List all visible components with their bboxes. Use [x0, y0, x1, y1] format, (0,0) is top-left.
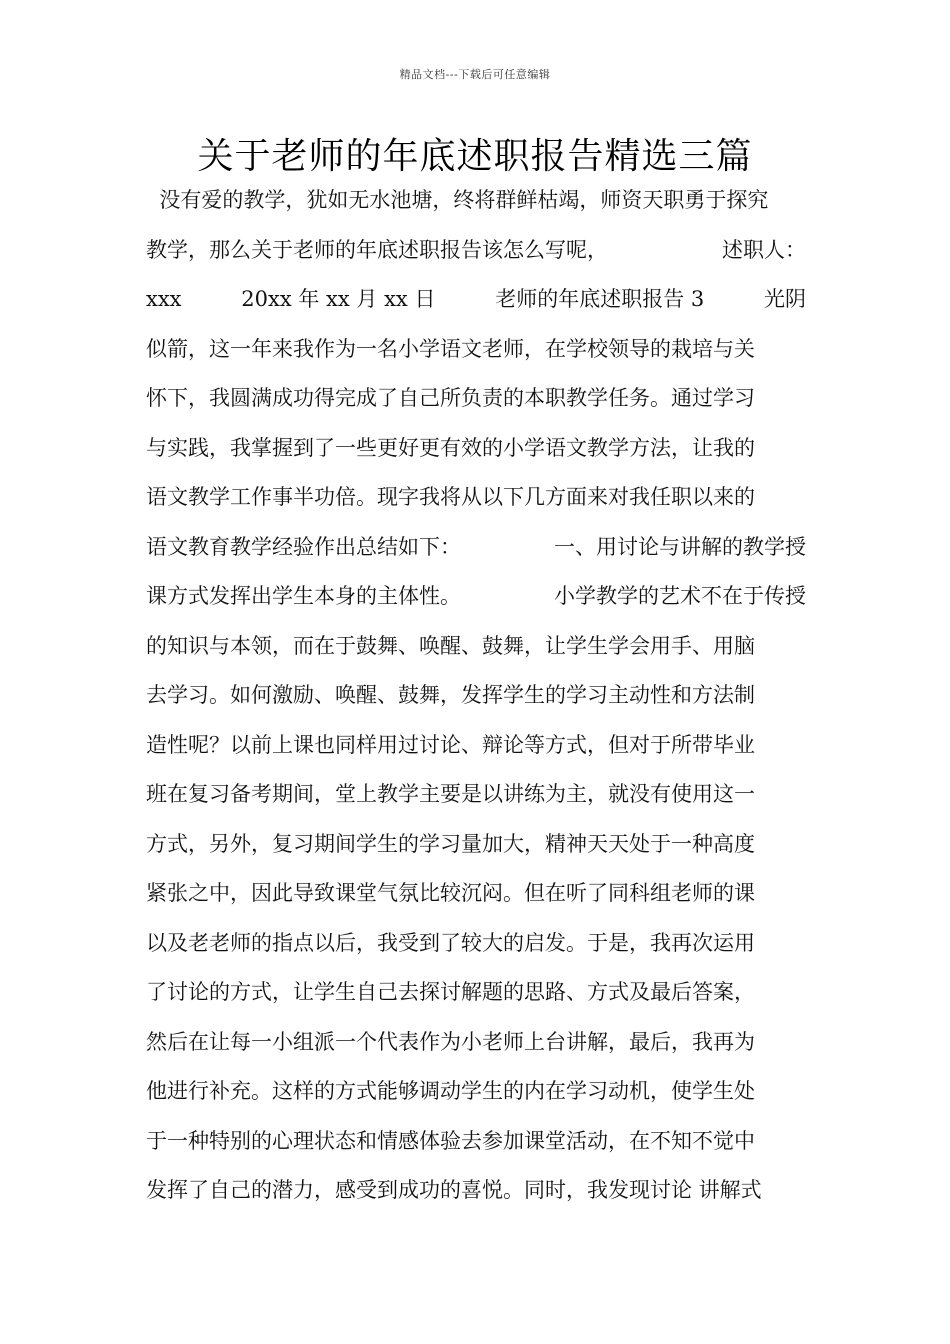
body-line [146, 1022, 806, 1072]
body-line-segment: 怀下，我圆满成功得完成了自己所负责的本职教学任务。通过学习 [146, 386, 755, 410]
body-line-segment: 述职人： [722, 237, 806, 262]
body-line [146, 626, 806, 676]
body-line-segment: 光阴 [764, 287, 806, 311]
body-line-segment: 课方式发挥出学生本身的主体性。 [146, 584, 461, 608]
body-line-segment: 语文教学工作事半功倍。现字我将从以下几方面来对我任职以来的 [146, 485, 755, 509]
body-line [146, 675, 806, 725]
body-line-segment: 了讨论的方式，让学生自己去探讨解题的思路、方式及最后答案， [146, 980, 755, 1004]
body-line-segment: 没有爱的教学，犹如无水池塘，终将群鲜枯竭，师资天职勇于探究 [146, 188, 769, 212]
body-text [146, 180, 806, 1220]
body-line [146, 378, 806, 428]
body-line-segment: 小学教学的艺术不在于传授 [554, 584, 806, 608]
body-line [146, 1071, 806, 1121]
body-line [146, 972, 806, 1022]
body-line-segment: 于一种特别的心理状态和情感体验去参加课堂活动，在不知不觉中 [146, 1128, 755, 1153]
body-line [146, 428, 806, 478]
body-line [146, 1170, 806, 1220]
body-line-segment: 教学，那么关于老师的年底述职报告该怎么写呢， [146, 237, 608, 262]
body-line [146, 1121, 806, 1171]
document-title: 关于老师的年底述职报告精选三篇 [197, 136, 753, 177]
body-line-segment: 似箭，这一年来我作为一名小学语文老师，在学校领导的栽培与关 [146, 336, 755, 361]
body-line-segment: 发挥了自己的潜力，感受到成功的喜悦。同时，我发现讨论 讲解式 [146, 1178, 762, 1202]
body-line-segment: 紧张之中，因此导致课堂气氛比较沉闷。但在听了同科组老师的课 [146, 881, 755, 905]
body-line-segment: 与实践，我掌握到了一些更好更有效的小学语文教学方法，让我的 [146, 435, 755, 460]
body-line-segment: 班在复习备考期间，堂上教学主要是以讲练为主，就没有使用这一 [146, 782, 755, 806]
body-line-segment: xxx [146, 287, 182, 311]
body-line-segment: 他进行补充。这样的方式能够调动学生的内在学习动机，使学生处 [146, 1079, 755, 1103]
body-line [146, 774, 806, 824]
body-line-segment: 的知识与本领，而在于鼓舞、唤醒、鼓舞，让学生学会用手、用脑 [146, 633, 755, 658]
body-line [146, 527, 806, 577]
body-line-segment: 语文教育教学经验作出总结如下： [146, 534, 461, 559]
body-line [146, 279, 806, 329]
body-line-segment: 然后在让每一小组派一个代表作为小老师上台讲解，最后，我再为 [146, 1029, 755, 1054]
body-line [146, 576, 806, 626]
body-line [146, 180, 806, 230]
body-line-segment: 老师的年底述职报告 3 [495, 287, 705, 311]
body-line-segment: 以及老老师的指点以后，我受到了较大的启发。于是，我再次运用 [146, 930, 755, 955]
body-line [146, 873, 806, 923]
body-line-segment: 造性呢？以前上课也同样用过讨论、辩论等方式，但对于所带毕业 [146, 732, 755, 757]
body-line [146, 230, 806, 280]
header-note: 精品文档---下载后可任意编辑 [399, 68, 551, 81]
body-line-segment: 20xx 年 xx 月 xx 日 [241, 287, 436, 311]
body-line-segment: 去学习。如何激励、唤醒、鼓舞，发挥学生的学习主动性和方法制 [146, 683, 755, 707]
body-line-segment: 方式，另外，复习期间学生的学习量加大，精神天天处于一种高度 [146, 831, 755, 856]
body-line [146, 477, 806, 527]
body-line [146, 923, 806, 973]
body-line [146, 329, 806, 379]
body-line [146, 725, 806, 775]
body-line [146, 824, 806, 874]
body-line-segment: 一、用讨论与讲解的教学授 [554, 534, 806, 559]
